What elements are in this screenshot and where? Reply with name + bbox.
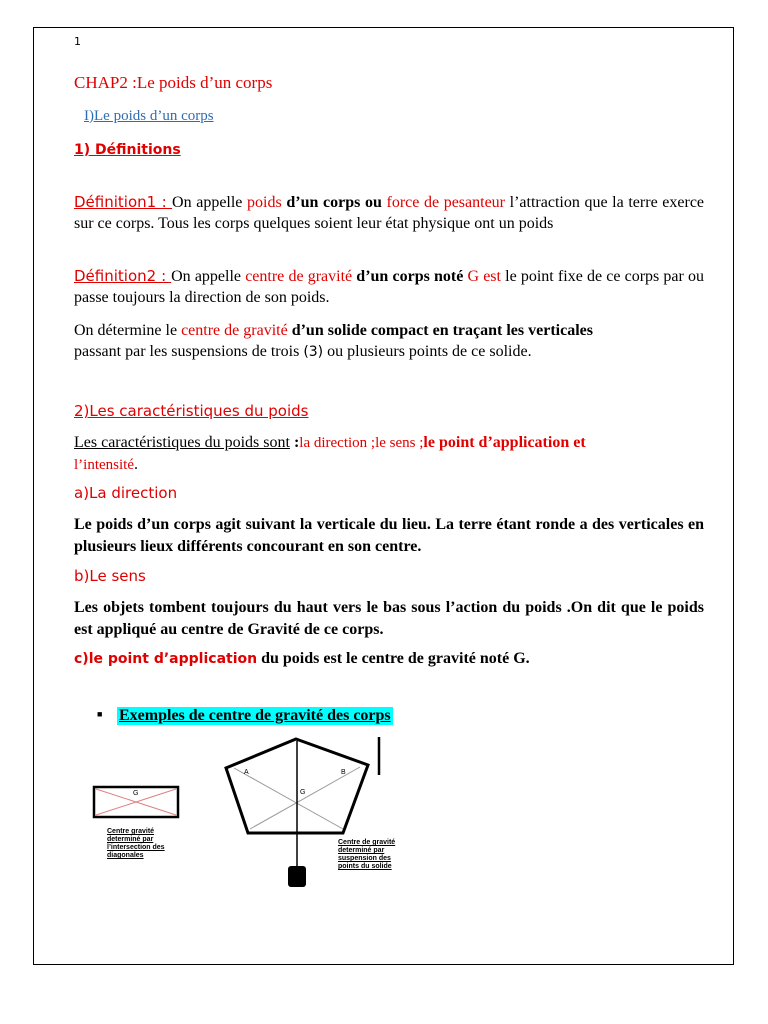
pentagon-caption-line: determiné par bbox=[338, 847, 385, 854]
definition2-label: Définition2 : bbox=[74, 267, 172, 285]
definition1-poids: poids bbox=[247, 194, 282, 211]
application-text: du poids est le centre de gravité noté G. bbox=[257, 650, 530, 667]
characteristics-label: Les caractéristiques du poids sont bbox=[74, 434, 290, 451]
pentagon-a-label: A bbox=[244, 769, 249, 776]
pentagon-caption bbox=[338, 839, 395, 871]
determine-text1: On détermine le bbox=[74, 322, 182, 339]
sens-title: b)Le sens bbox=[74, 567, 146, 585]
pentagon-caption-line: suspension des bbox=[338, 855, 391, 862]
definition1-label: Définition1 : bbox=[74, 193, 173, 211]
definition2-g: G est bbox=[467, 268, 501, 285]
determine-text2: d’un solide compact en traçant les verticales bbox=[287, 322, 593, 339]
definition2-text1: On appelle bbox=[171, 268, 246, 285]
section1-number: I) bbox=[84, 108, 94, 124]
characteristics-application: le point d’application bbox=[423, 434, 570, 451]
rectangle-figure bbox=[94, 787, 178, 817]
definition1-text2: d’un corps ou bbox=[281, 194, 387, 211]
pentagon-g-label: G bbox=[300, 789, 306, 796]
definition1-text3: l’attraction que la terre exerce sur ce corps. Tous les corps quelques soient leur état physique ont un poids bbox=[74, 194, 705, 232]
examples-heading: Exemples de centre de gravité des corps bbox=[119, 707, 391, 724]
pentagon-caption-line: Centre de gravité bbox=[338, 839, 396, 846]
sens-text: Les objets tombent toujours du haut vers le bas sous l’action du poids .On dit que le poids est appliqué au centre de Gravité de ce corps. bbox=[74, 599, 704, 638]
pentagon-caption-line: points du solide bbox=[338, 863, 392, 870]
determine-three: (3) bbox=[303, 344, 324, 360]
characteristics-and: et bbox=[569, 434, 586, 451]
plumb-weight bbox=[288, 866, 306, 887]
definition2-centre-gravite: centre de gravité bbox=[245, 268, 353, 285]
characteristics-heading: 2)Les caractéristiques du poids bbox=[74, 402, 309, 420]
characteristics-period: . bbox=[134, 456, 138, 473]
pentagon-b-label: B bbox=[341, 769, 346, 776]
application-title: c)le point d’application bbox=[74, 651, 258, 667]
definition2-text3: le point fixe de ce corps par ou passe toujours la direction de son poids. bbox=[74, 268, 705, 306]
characteristics-direction-sens: la direction ;le sens ; bbox=[299, 435, 424, 451]
rectangle-g-label: G bbox=[133, 790, 139, 797]
pentagon-construction-line bbox=[234, 768, 343, 829]
rectangle-caption-line: Centre gravité bbox=[107, 828, 155, 835]
characteristics-colon: : bbox=[289, 434, 300, 451]
pentagon-construction-line bbox=[250, 767, 360, 829]
determine-centre-gravite: centre de gravité bbox=[181, 322, 288, 339]
chapter-title: CHAP2 :Le poids d’un corps bbox=[74, 73, 273, 92]
rectangle-caption bbox=[107, 828, 165, 860]
rectangle-caption-line: determiné par bbox=[107, 836, 154, 843]
rectangle-caption-line: l’intersection des bbox=[107, 844, 165, 851]
direction-text: Le poids d’un corps agit suivant la verticale du lieu. La terre étant ronde a des verticales en plusieurs lieux différents concourant en son centre. bbox=[74, 516, 704, 555]
definitions-heading: 1) Définitions bbox=[74, 142, 181, 158]
determine-text4: ou plusieurs points de ce solide. bbox=[323, 343, 532, 360]
section1-title: Le poids d’un corps bbox=[94, 108, 214, 124]
definition1-force: force de pesanteur bbox=[386, 194, 506, 211]
determine-text3: passant par les suspensions de trois bbox=[74, 343, 304, 360]
page-number: 1 bbox=[74, 35, 81, 48]
definition1-text1: On appelle bbox=[172, 194, 248, 211]
definition2-text2: d’un corps noté bbox=[352, 268, 468, 285]
characteristics-intensity: l’intensité bbox=[74, 457, 134, 473]
rectangle-caption-line: diagonales bbox=[107, 852, 144, 859]
bullet-icon: ■ bbox=[97, 709, 103, 719]
direction-title: a)La direction bbox=[74, 484, 178, 502]
